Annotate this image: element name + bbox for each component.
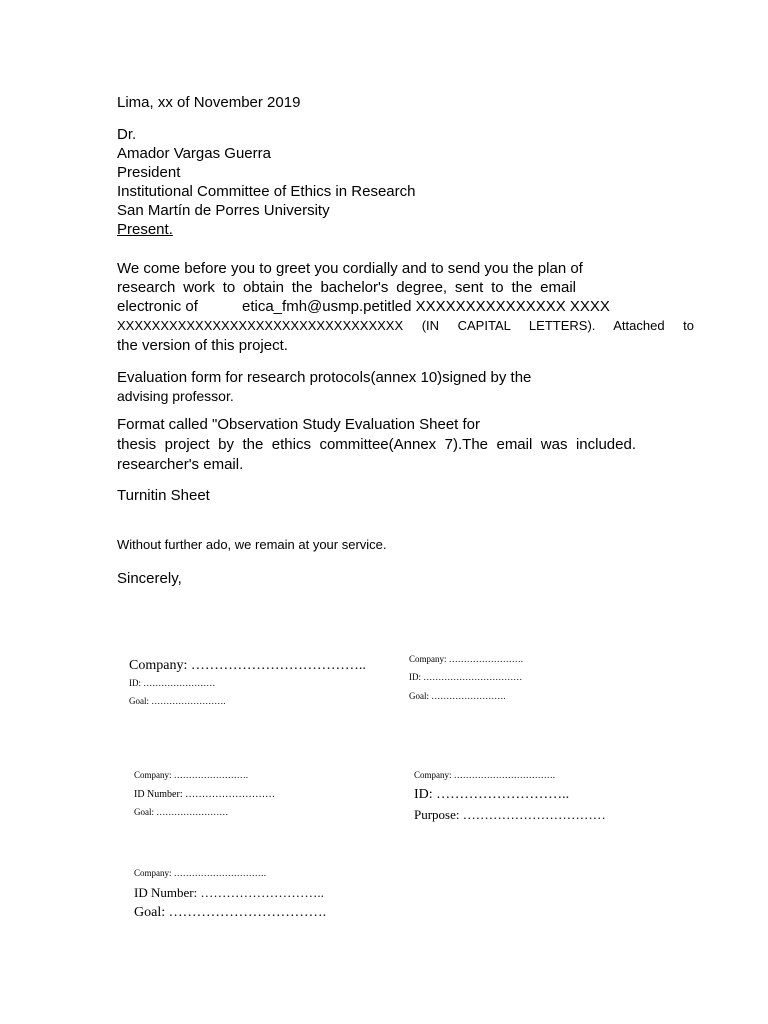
date-line: Lima, xx of November 2019: [117, 94, 301, 111]
signature-3-company: Company: …………………….: [134, 770, 248, 780]
closing-line: Without further ado, we remain at your service.: [117, 537, 387, 552]
item-2-line-3: researcher's email.: [117, 456, 244, 473]
signature-5-goal: Goal: …………………………….: [134, 905, 327, 920]
item-3-line: Turnitin Sheet: [117, 487, 210, 504]
signature-2-company: Company: …………………….: [409, 654, 523, 664]
signature-4-company: Company: …………………………….: [414, 770, 555, 780]
item-2-line-1: Format called "Observation Study Evaluation Sheet for: [117, 416, 481, 433]
recipient-position: President: [117, 164, 181, 181]
sincerely-line: Sincerely,: [117, 570, 182, 587]
signature-5-company: Company: ………………………….: [134, 868, 266, 878]
signature-1-company: Company: ………………………………..: [129, 658, 366, 673]
signature-2-id: ID: ……………………………: [409, 672, 523, 682]
item-1-line-1: Evaluation form for research protocols(annex 10)signed by the: [117, 369, 532, 386]
present-line: Present.: [117, 221, 173, 238]
signature-1-id: ID: ……………………: [129, 678, 216, 688]
signature-4-id: ID: ………………………..: [414, 787, 570, 802]
signature-4-purpose: Purpose: ……………………………: [414, 807, 606, 822]
signature-5-id: ID Number: ………………………..: [134, 885, 324, 900]
paragraph-1-line-3b: etica_fmh@usmp.petitled XXXXXXXXXXXXXXX XXXX: [242, 298, 610, 315]
recipient-university: San Martín de Porres University: [117, 202, 330, 219]
paragraph-1-line-4: XXXXXXXXXXXXXXXXXXXXXXXXXXXXXXXXX (IN CAPITAL LETTERS). Attached to: [117, 318, 694, 333]
item-1-line-2: advising professor.: [117, 388, 234, 404]
item-2-line-2: thesis project by the ethics committee(Annex 7).The email was included.: [117, 436, 636, 453]
paragraph-1-line-2: research work to obtain the bachelor's degree, sent to the email: [117, 279, 576, 296]
signature-2-goal: Goal: …………………….: [409, 691, 506, 701]
paragraph-1-line-3a: electronic of: [117, 298, 198, 315]
recipient-title: Dr.: [117, 126, 137, 143]
paragraph-1-line-5: the version of this project.: [117, 337, 288, 354]
signature-1-goal: Goal: …………………….: [129, 696, 226, 706]
recipient-committee: Institutional Committee of Ethics in Research: [117, 183, 416, 200]
paragraph-1-line-1: We come before you to greet you cordially and to send you the plan of: [117, 260, 583, 277]
signature-3-id: ID Number: ………………………: [134, 789, 276, 800]
signature-3-goal: Goal: ……………………: [134, 807, 229, 817]
recipient-name: Amador Vargas Guerra: [117, 145, 271, 162]
